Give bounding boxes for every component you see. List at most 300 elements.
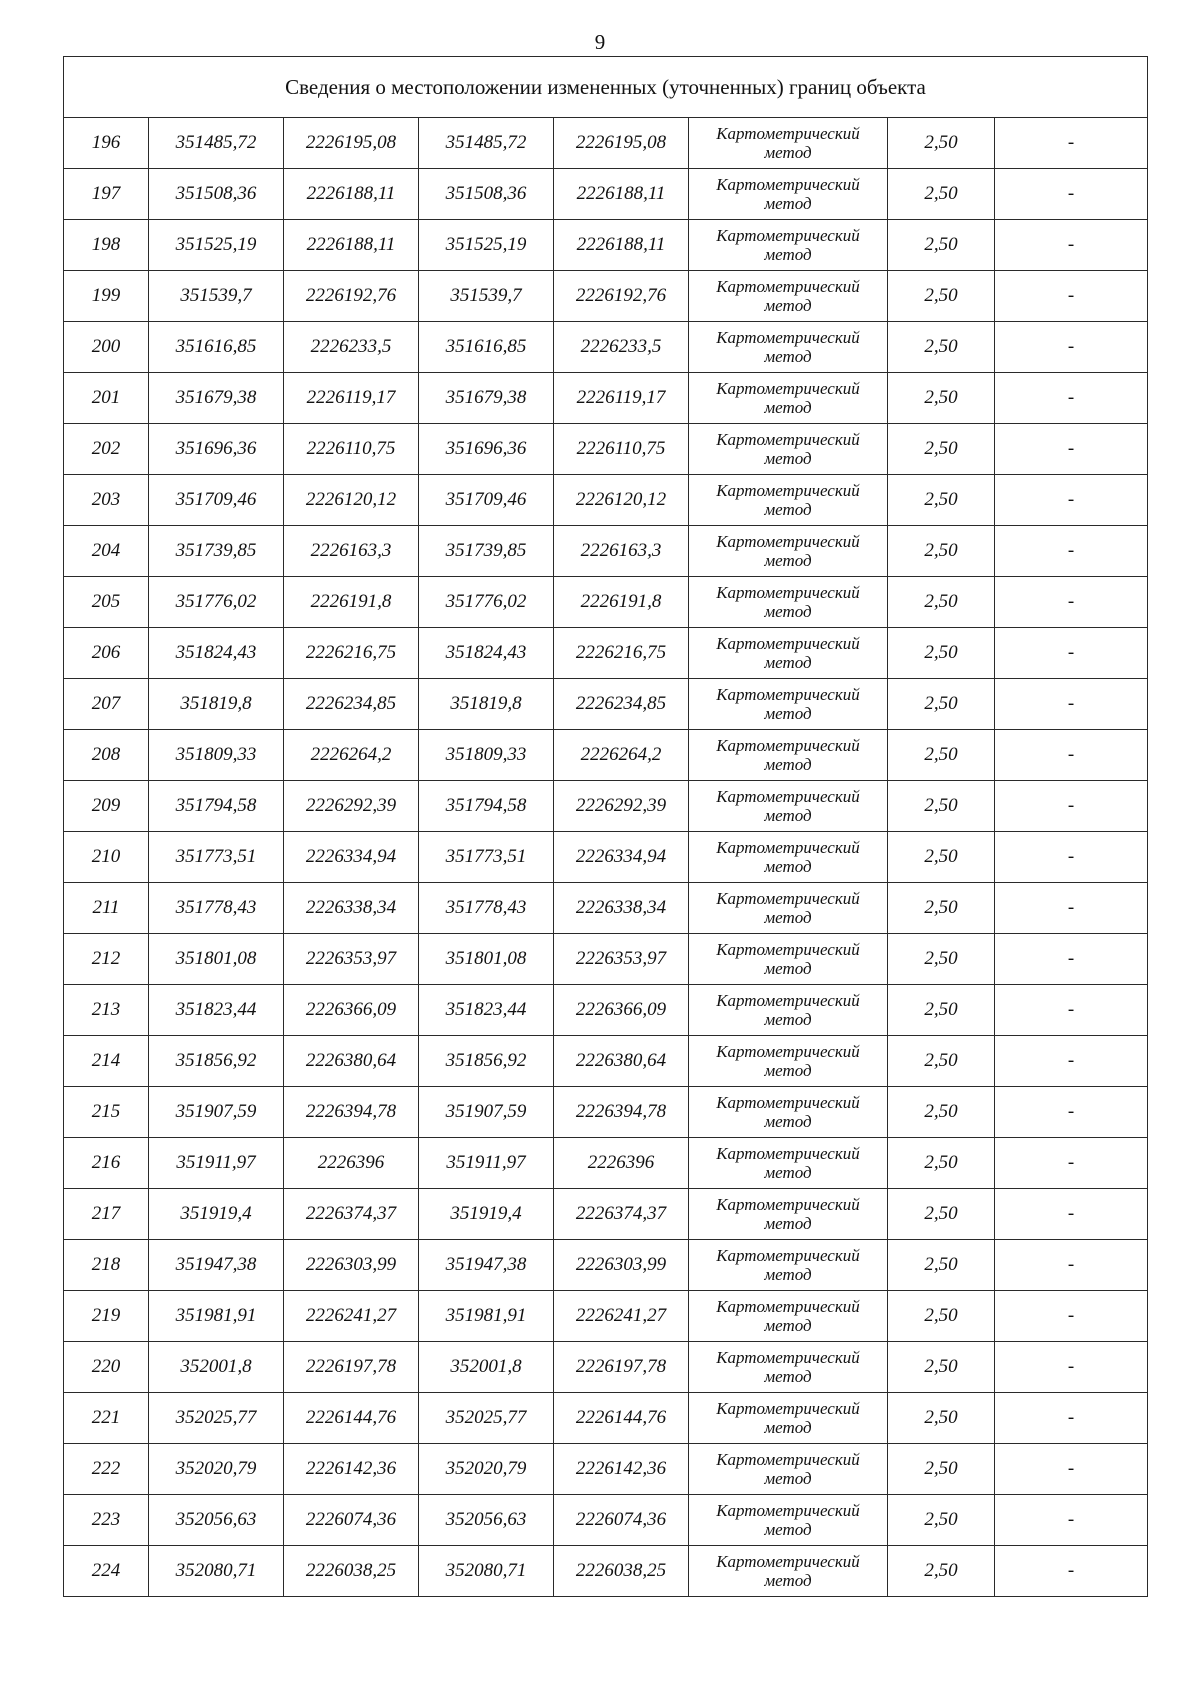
table-row	[64, 322, 1148, 373]
method-cell	[689, 220, 888, 271]
point-number-cell: 219	[64, 1291, 149, 1342]
method-line-1: Картометрический	[716, 787, 860, 806]
method-cell	[689, 1138, 888, 1189]
point-number-cell: 223	[64, 1495, 149, 1546]
method-line-1: Картометрический	[716, 634, 860, 653]
y-old-cell: 2226119,17	[284, 373, 419, 424]
x-new-cell: 351485,72	[419, 118, 554, 169]
x-old-cell: 351823,44	[149, 985, 284, 1036]
method-line-2: метод	[764, 551, 812, 570]
note-cell: -	[995, 1087, 1148, 1138]
method-cell	[689, 373, 888, 424]
note-cell: -	[995, 1240, 1148, 1291]
table-row	[64, 1342, 1148, 1393]
note-cell: -	[995, 373, 1148, 424]
y-new-cell: 2226396	[554, 1138, 689, 1189]
method-line-2: метод	[764, 194, 812, 213]
x-old-cell: 351919,4	[149, 1189, 284, 1240]
x-old-cell: 351809,33	[149, 730, 284, 781]
x-new-cell: 351824,43	[419, 628, 554, 679]
method-line-2: метод	[764, 1265, 812, 1284]
y-new-cell: 2226195,08	[554, 118, 689, 169]
method-line-2: метод	[764, 1010, 812, 1029]
method-line-1: Картометрический	[716, 226, 860, 245]
method-line-2: метод	[764, 1469, 812, 1488]
method-cell	[689, 271, 888, 322]
x-new-cell: 351739,85	[419, 526, 554, 577]
y-new-cell: 2226233,5	[554, 322, 689, 373]
x-new-cell: 351809,33	[419, 730, 554, 781]
table-row	[64, 1444, 1148, 1495]
table-row	[64, 1393, 1148, 1444]
accuracy-cell: 2,50	[888, 475, 995, 526]
note-cell: -	[995, 526, 1148, 577]
point-number-cell: 220	[64, 1342, 149, 1393]
note-cell: -	[995, 1444, 1148, 1495]
table-row	[64, 220, 1148, 271]
accuracy-cell: 2,50	[888, 832, 995, 883]
y-new-cell: 2226120,12	[554, 475, 689, 526]
coordinates-table	[63, 56, 1148, 1597]
y-old-cell: 2226188,11	[284, 169, 419, 220]
y-new-cell: 2226074,36	[554, 1495, 689, 1546]
point-number-cell: 214	[64, 1036, 149, 1087]
accuracy-cell: 2,50	[888, 1495, 995, 1546]
table-row	[64, 730, 1148, 781]
y-old-cell: 2226144,76	[284, 1393, 419, 1444]
x-new-cell: 351773,51	[419, 832, 554, 883]
table-row	[64, 628, 1148, 679]
x-old-cell: 351794,58	[149, 781, 284, 832]
accuracy-cell: 2,50	[888, 1342, 995, 1393]
accuracy-cell: 2,50	[888, 424, 995, 475]
method-cell	[689, 883, 888, 934]
y-old-cell: 2226234,85	[284, 679, 419, 730]
y-new-cell: 2226338,34	[554, 883, 689, 934]
x-new-cell: 351525,19	[419, 220, 554, 271]
method-cell	[689, 118, 888, 169]
x-new-cell: 352080,71	[419, 1546, 554, 1597]
table-title: Сведения о местоположении измененных (уточненных) границ объекта	[64, 57, 1148, 118]
y-old-cell: 2226264,2	[284, 730, 419, 781]
method-cell	[689, 1546, 888, 1597]
table-row	[64, 424, 1148, 475]
table-row	[64, 1138, 1148, 1189]
point-number-cell: 207	[64, 679, 149, 730]
method-line-2: метод	[764, 1214, 812, 1233]
method-cell	[689, 985, 888, 1036]
table-row	[64, 1240, 1148, 1291]
method-cell	[689, 1495, 888, 1546]
x-new-cell: 351776,02	[419, 577, 554, 628]
method-line-2: метод	[764, 1316, 812, 1335]
x-old-cell: 351696,36	[149, 424, 284, 475]
method-line-2: метод	[764, 1061, 812, 1080]
y-new-cell: 2226292,39	[554, 781, 689, 832]
method-line-2: метод	[764, 296, 812, 315]
x-old-cell: 351776,02	[149, 577, 284, 628]
method-line-1: Картометрический	[716, 889, 860, 908]
y-old-cell: 2226396	[284, 1138, 419, 1189]
note-cell: -	[995, 1036, 1148, 1087]
method-line-1: Картометрический	[716, 277, 860, 296]
y-new-cell: 2226192,76	[554, 271, 689, 322]
method-line-2: метод	[764, 806, 812, 825]
method-cell	[689, 730, 888, 781]
note-cell: -	[995, 730, 1148, 781]
x-new-cell: 351801,08	[419, 934, 554, 985]
y-old-cell: 2226195,08	[284, 118, 419, 169]
table-row	[64, 271, 1148, 322]
accuracy-cell: 2,50	[888, 730, 995, 781]
accuracy-cell: 2,50	[888, 1291, 995, 1342]
method-line-1: Картометрический	[716, 1144, 860, 1163]
method-line-1: Картометрический	[716, 583, 860, 602]
y-old-cell: 2226120,12	[284, 475, 419, 526]
method-line-1: Картометрический	[716, 430, 860, 449]
x-new-cell: 351919,4	[419, 1189, 554, 1240]
y-new-cell: 2226144,76	[554, 1393, 689, 1444]
accuracy-cell: 2,50	[888, 985, 995, 1036]
method-line-2: метод	[764, 908, 812, 927]
x-old-cell: 351819,8	[149, 679, 284, 730]
x-new-cell: 351819,8	[419, 679, 554, 730]
x-old-cell: 351508,36	[149, 169, 284, 220]
y-old-cell: 2226188,11	[284, 220, 419, 271]
y-old-cell: 2226142,36	[284, 1444, 419, 1495]
point-number-cell: 222	[64, 1444, 149, 1495]
note-cell: -	[995, 628, 1148, 679]
method-line-2: метод	[764, 1520, 812, 1539]
x-old-cell: 351739,85	[149, 526, 284, 577]
method-line-1: Картометрический	[716, 940, 860, 959]
y-new-cell: 2226374,37	[554, 1189, 689, 1240]
y-old-cell: 2226303,99	[284, 1240, 419, 1291]
accuracy-cell: 2,50	[888, 1189, 995, 1240]
note-cell: -	[995, 1291, 1148, 1342]
method-line-1: Картометрический	[716, 532, 860, 551]
note-cell: -	[995, 1342, 1148, 1393]
point-number-cell: 198	[64, 220, 149, 271]
accuracy-cell: 2,50	[888, 373, 995, 424]
method-line-1: Картометрический	[716, 1093, 860, 1112]
x-old-cell: 351709,46	[149, 475, 284, 526]
table-row	[64, 781, 1148, 832]
method-cell	[689, 1291, 888, 1342]
note-cell: -	[995, 832, 1148, 883]
point-number-cell: 208	[64, 730, 149, 781]
point-number-cell: 213	[64, 985, 149, 1036]
accuracy-cell: 2,50	[888, 1138, 995, 1189]
point-number-cell: 217	[64, 1189, 149, 1240]
y-new-cell: 2226353,97	[554, 934, 689, 985]
note-cell: -	[995, 1189, 1148, 1240]
method-cell	[689, 526, 888, 577]
method-line-1: Картометрический	[716, 1552, 860, 1571]
accuracy-cell: 2,50	[888, 934, 995, 985]
accuracy-cell: 2,50	[888, 118, 995, 169]
method-line-1: Картометрический	[716, 481, 860, 500]
point-number-cell: 221	[64, 1393, 149, 1444]
x-old-cell: 351947,38	[149, 1240, 284, 1291]
accuracy-cell: 2,50	[888, 1240, 995, 1291]
method-line-2: метод	[764, 1163, 812, 1182]
x-new-cell: 351679,38	[419, 373, 554, 424]
accuracy-cell: 2,50	[888, 577, 995, 628]
y-new-cell: 2226241,27	[554, 1291, 689, 1342]
table-row	[64, 1546, 1148, 1597]
point-number-cell: 211	[64, 883, 149, 934]
point-number-cell: 200	[64, 322, 149, 373]
point-number-cell: 201	[64, 373, 149, 424]
method-line-1: Картометрический	[716, 328, 860, 347]
y-new-cell: 2226380,64	[554, 1036, 689, 1087]
y-old-cell: 2226353,97	[284, 934, 419, 985]
note-cell: -	[995, 1138, 1148, 1189]
method-cell	[689, 1087, 888, 1138]
point-number-cell: 206	[64, 628, 149, 679]
table-header-row	[64, 57, 1148, 118]
method-line-1: Картометрический	[716, 1399, 860, 1418]
y-new-cell: 2226188,11	[554, 220, 689, 271]
table-row	[64, 1087, 1148, 1138]
method-cell	[689, 1393, 888, 1444]
point-number-cell: 197	[64, 169, 149, 220]
method-line-1: Картометрический	[716, 1450, 860, 1469]
method-line-2: метод	[764, 245, 812, 264]
method-line-1: Картометрический	[716, 685, 860, 704]
x-new-cell: 351539,7	[419, 271, 554, 322]
point-number-cell: 205	[64, 577, 149, 628]
note-cell: -	[995, 220, 1148, 271]
x-old-cell: 351907,59	[149, 1087, 284, 1138]
y-old-cell: 2226233,5	[284, 322, 419, 373]
method-cell	[689, 424, 888, 475]
x-old-cell: 351824,43	[149, 628, 284, 679]
note-cell: -	[995, 781, 1148, 832]
point-number-cell: 210	[64, 832, 149, 883]
method-line-1: Картометрический	[716, 1246, 860, 1265]
x-new-cell: 351696,36	[419, 424, 554, 475]
method-cell	[689, 781, 888, 832]
x-new-cell: 351778,43	[419, 883, 554, 934]
method-line-2: метод	[764, 449, 812, 468]
method-line-2: метод	[764, 1571, 812, 1590]
method-cell	[689, 1036, 888, 1087]
method-line-1: Картометрический	[716, 1042, 860, 1061]
x-old-cell: 351525,19	[149, 220, 284, 271]
table-row	[64, 883, 1148, 934]
table-row	[64, 1291, 1148, 1342]
x-new-cell: 351947,38	[419, 1240, 554, 1291]
y-old-cell: 2226110,75	[284, 424, 419, 475]
method-cell	[689, 322, 888, 373]
accuracy-cell: 2,50	[888, 1393, 995, 1444]
accuracy-cell: 2,50	[888, 679, 995, 730]
y-old-cell: 2226366,09	[284, 985, 419, 1036]
x-new-cell: 352056,63	[419, 1495, 554, 1546]
x-old-cell: 351773,51	[149, 832, 284, 883]
y-old-cell: 2226197,78	[284, 1342, 419, 1393]
note-cell: -	[995, 985, 1148, 1036]
note-cell: -	[995, 475, 1148, 526]
y-new-cell: 2226110,75	[554, 424, 689, 475]
method-line-1: Картометрический	[716, 175, 860, 194]
method-line-2: метод	[764, 500, 812, 519]
y-old-cell: 2226038,25	[284, 1546, 419, 1597]
table-row	[64, 1036, 1148, 1087]
method-line-2: метод	[764, 1112, 812, 1131]
y-old-cell: 2226292,39	[284, 781, 419, 832]
method-line-2: метод	[764, 857, 812, 876]
x-old-cell: 352025,77	[149, 1393, 284, 1444]
y-old-cell: 2226216,75	[284, 628, 419, 679]
method-cell	[689, 1189, 888, 1240]
method-line-2: метод	[764, 1418, 812, 1437]
point-number-cell: 209	[64, 781, 149, 832]
note-cell: -	[995, 271, 1148, 322]
accuracy-cell: 2,50	[888, 781, 995, 832]
point-number-cell: 224	[64, 1546, 149, 1597]
note-cell: -	[995, 1546, 1148, 1597]
x-new-cell: 351823,44	[419, 985, 554, 1036]
method-line-1: Картометрический	[716, 124, 860, 143]
point-number-cell: 199	[64, 271, 149, 322]
point-number-cell: 204	[64, 526, 149, 577]
accuracy-cell: 2,50	[888, 1087, 995, 1138]
method-cell	[689, 679, 888, 730]
accuracy-cell: 2,50	[888, 169, 995, 220]
y-new-cell: 2226366,09	[554, 985, 689, 1036]
note-cell: -	[995, 577, 1148, 628]
y-old-cell: 2226338,34	[284, 883, 419, 934]
note-cell: -	[995, 883, 1148, 934]
y-new-cell: 2226142,36	[554, 1444, 689, 1495]
y-new-cell: 2226119,17	[554, 373, 689, 424]
x-new-cell: 351911,97	[419, 1138, 554, 1189]
table-row	[64, 577, 1148, 628]
accuracy-cell: 2,50	[888, 526, 995, 577]
y-old-cell: 2226074,36	[284, 1495, 419, 1546]
method-line-1: Картометрический	[716, 379, 860, 398]
point-number-cell: 196	[64, 118, 149, 169]
note-cell: -	[995, 679, 1148, 730]
x-old-cell: 352020,79	[149, 1444, 284, 1495]
method-line-2: метод	[764, 653, 812, 672]
table-row	[64, 679, 1148, 730]
method-line-1: Картометрический	[716, 838, 860, 857]
method-line-1: Картометрический	[716, 1195, 860, 1214]
note-cell: -	[995, 169, 1148, 220]
method-line-2: метод	[764, 143, 812, 162]
x-old-cell: 351539,7	[149, 271, 284, 322]
method-line-1: Картометрический	[716, 991, 860, 1010]
table-row	[64, 118, 1148, 169]
method-cell	[689, 628, 888, 679]
x-old-cell: 352056,63	[149, 1495, 284, 1546]
y-old-cell: 2226241,27	[284, 1291, 419, 1342]
method-cell	[689, 475, 888, 526]
point-number-cell: 215	[64, 1087, 149, 1138]
x-new-cell: 352020,79	[419, 1444, 554, 1495]
note-cell: -	[995, 322, 1148, 373]
y-new-cell: 2226303,99	[554, 1240, 689, 1291]
x-old-cell: 351616,85	[149, 322, 284, 373]
table-row	[64, 832, 1148, 883]
note-cell: -	[995, 1495, 1148, 1546]
table-row	[64, 526, 1148, 577]
method-cell	[689, 1342, 888, 1393]
method-line-1: Картометрический	[716, 1297, 860, 1316]
y-old-cell: 2226191,8	[284, 577, 419, 628]
accuracy-cell: 2,50	[888, 1546, 995, 1597]
note-cell: -	[995, 934, 1148, 985]
method-line-2: метод	[764, 1367, 812, 1386]
method-cell	[689, 169, 888, 220]
method-cell	[689, 832, 888, 883]
method-line-2: метод	[764, 398, 812, 417]
accuracy-cell: 2,50	[888, 883, 995, 934]
page-number: 9	[594, 30, 606, 54]
x-new-cell: 351709,46	[419, 475, 554, 526]
x-old-cell: 352001,8	[149, 1342, 284, 1393]
y-new-cell: 2226264,2	[554, 730, 689, 781]
x-new-cell: 352025,77	[419, 1393, 554, 1444]
method-line-2: метод	[764, 347, 812, 366]
y-old-cell: 2226380,64	[284, 1036, 419, 1087]
x-old-cell: 351911,97	[149, 1138, 284, 1189]
point-number-cell: 203	[64, 475, 149, 526]
table-row	[64, 475, 1148, 526]
accuracy-cell: 2,50	[888, 220, 995, 271]
y-new-cell: 2226197,78	[554, 1342, 689, 1393]
point-number-cell: 218	[64, 1240, 149, 1291]
note-cell: -	[995, 118, 1148, 169]
y-old-cell: 2226334,94	[284, 832, 419, 883]
accuracy-cell: 2,50	[888, 1036, 995, 1087]
y-new-cell: 2226188,11	[554, 169, 689, 220]
y-new-cell: 2226394,78	[554, 1087, 689, 1138]
x-new-cell: 351981,91	[419, 1291, 554, 1342]
x-old-cell: 351981,91	[149, 1291, 284, 1342]
y-new-cell: 2226234,85	[554, 679, 689, 730]
table-row	[64, 985, 1148, 1036]
y-old-cell: 2226192,76	[284, 271, 419, 322]
x-old-cell: 351485,72	[149, 118, 284, 169]
method-line-1: Картометрический	[716, 736, 860, 755]
x-old-cell: 352080,71	[149, 1546, 284, 1597]
note-cell: -	[995, 1393, 1148, 1444]
method-line-2: метод	[764, 755, 812, 774]
y-new-cell: 2226038,25	[554, 1546, 689, 1597]
y-old-cell: 2226163,3	[284, 526, 419, 577]
point-number-cell: 212	[64, 934, 149, 985]
x-old-cell: 351801,08	[149, 934, 284, 985]
y-new-cell: 2226216,75	[554, 628, 689, 679]
y-new-cell: 2226191,8	[554, 577, 689, 628]
method-line-1: Картометрический	[716, 1501, 860, 1520]
table-row	[64, 1495, 1148, 1546]
y-new-cell: 2226163,3	[554, 526, 689, 577]
accuracy-cell: 2,50	[888, 628, 995, 679]
x-new-cell: 351508,36	[419, 169, 554, 220]
method-line-2: метод	[764, 959, 812, 978]
accuracy-cell: 2,50	[888, 322, 995, 373]
x-old-cell: 351856,92	[149, 1036, 284, 1087]
x-new-cell: 352001,8	[419, 1342, 554, 1393]
point-number-cell: 216	[64, 1138, 149, 1189]
table-row	[64, 1189, 1148, 1240]
